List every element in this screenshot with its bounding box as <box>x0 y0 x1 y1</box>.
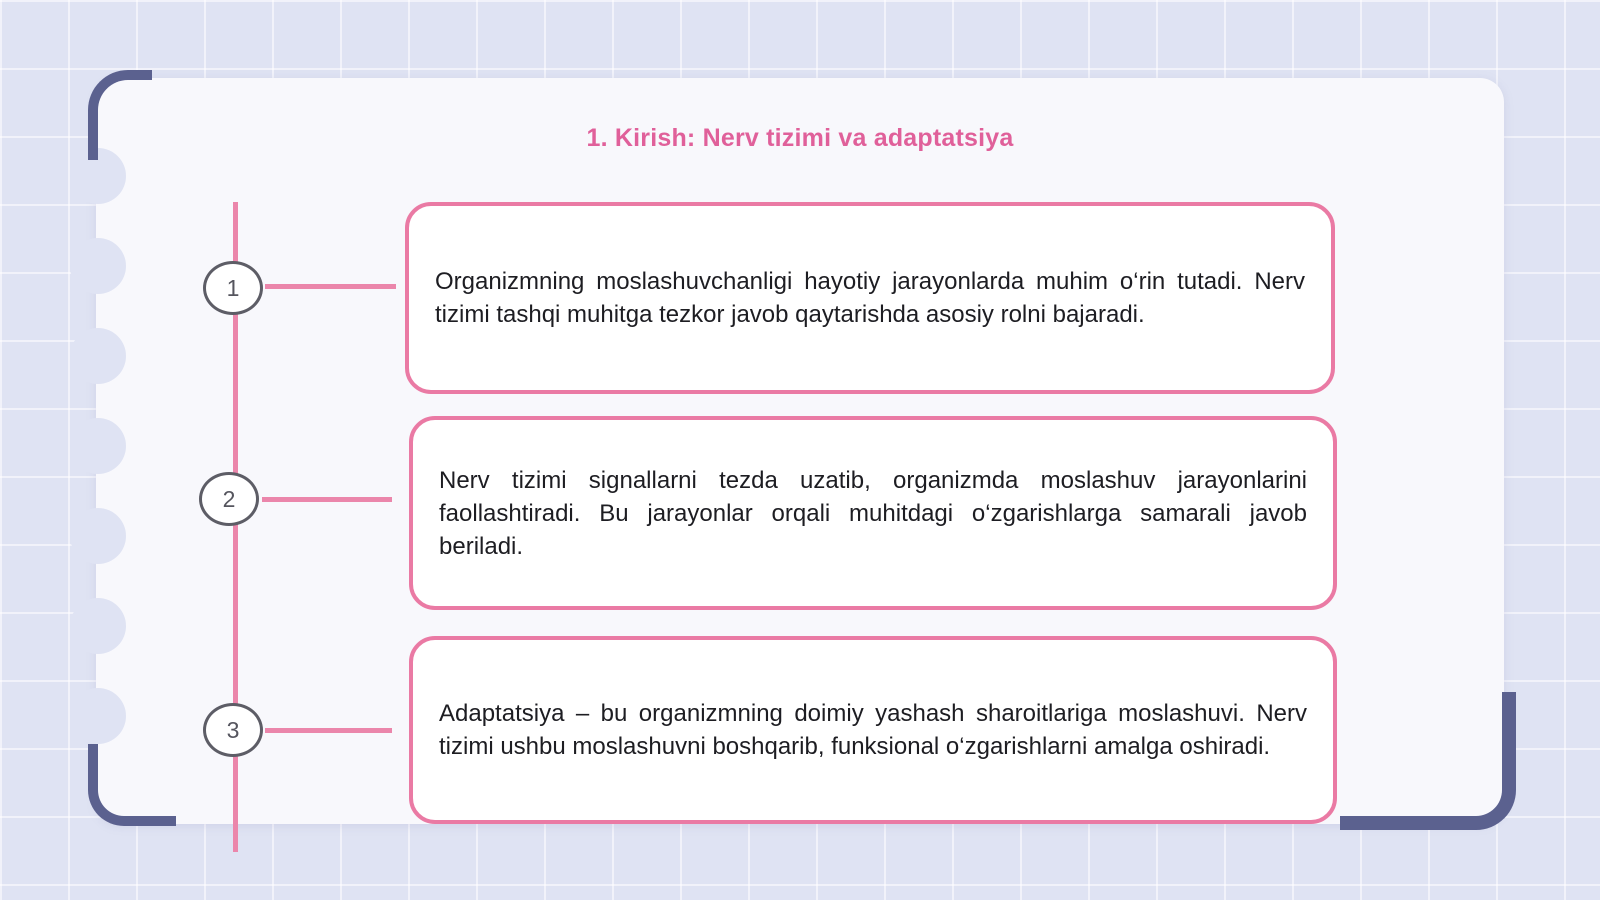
timeline-connector <box>265 728 392 733</box>
card-edge-scallop <box>70 238 126 294</box>
corner-bracket-bottom-right <box>1340 692 1516 830</box>
content-box <box>409 416 1337 610</box>
timeline-connector <box>262 497 392 502</box>
card-edge-scallop <box>70 418 126 474</box>
corner-bracket-bottom-left <box>88 744 176 826</box>
step-number-badge: 3 <box>203 703 263 757</box>
timeline-connector <box>265 284 396 289</box>
card-edge-scallop <box>70 688 126 744</box>
step-number-badge: 2 <box>199 472 259 526</box>
content-box <box>409 636 1337 824</box>
content-text: Nerv tizimi signallarni tezda uzatib, organizmda moslashuv jarayonlarini faollashtiradi. Bu jarayonlar orqali muhitdagi o‘zgarishlarga samarali javob beriladi. <box>439 466 1307 560</box>
card-edge-scallop <box>70 328 126 384</box>
content-text: Adaptatsiya – bu organizmning doimiy yashash sharoitlariga moslashuvi. Nerv tizimi ushbu moslashuvni boshqarib, funksional o‘zgarishlarni amalga oshiradi. <box>439 700 1307 760</box>
step-number-badge: 1 <box>203 261 263 315</box>
card-edge-scallop <box>70 598 126 654</box>
content-box <box>405 202 1335 394</box>
content-text: Organizmning moslashuvchanligi hayotiy jarayonlarda muhim o‘rin tutadi. Nerv tizimi tashqi muhitga tezkor javob qaytarishda asosiy rolni bajaradi. <box>435 268 1305 328</box>
slide-title: 1. Kirish: Nerv tizimi va adaptatsiya <box>586 124 1014 152</box>
card-edge-scallop <box>70 508 126 564</box>
